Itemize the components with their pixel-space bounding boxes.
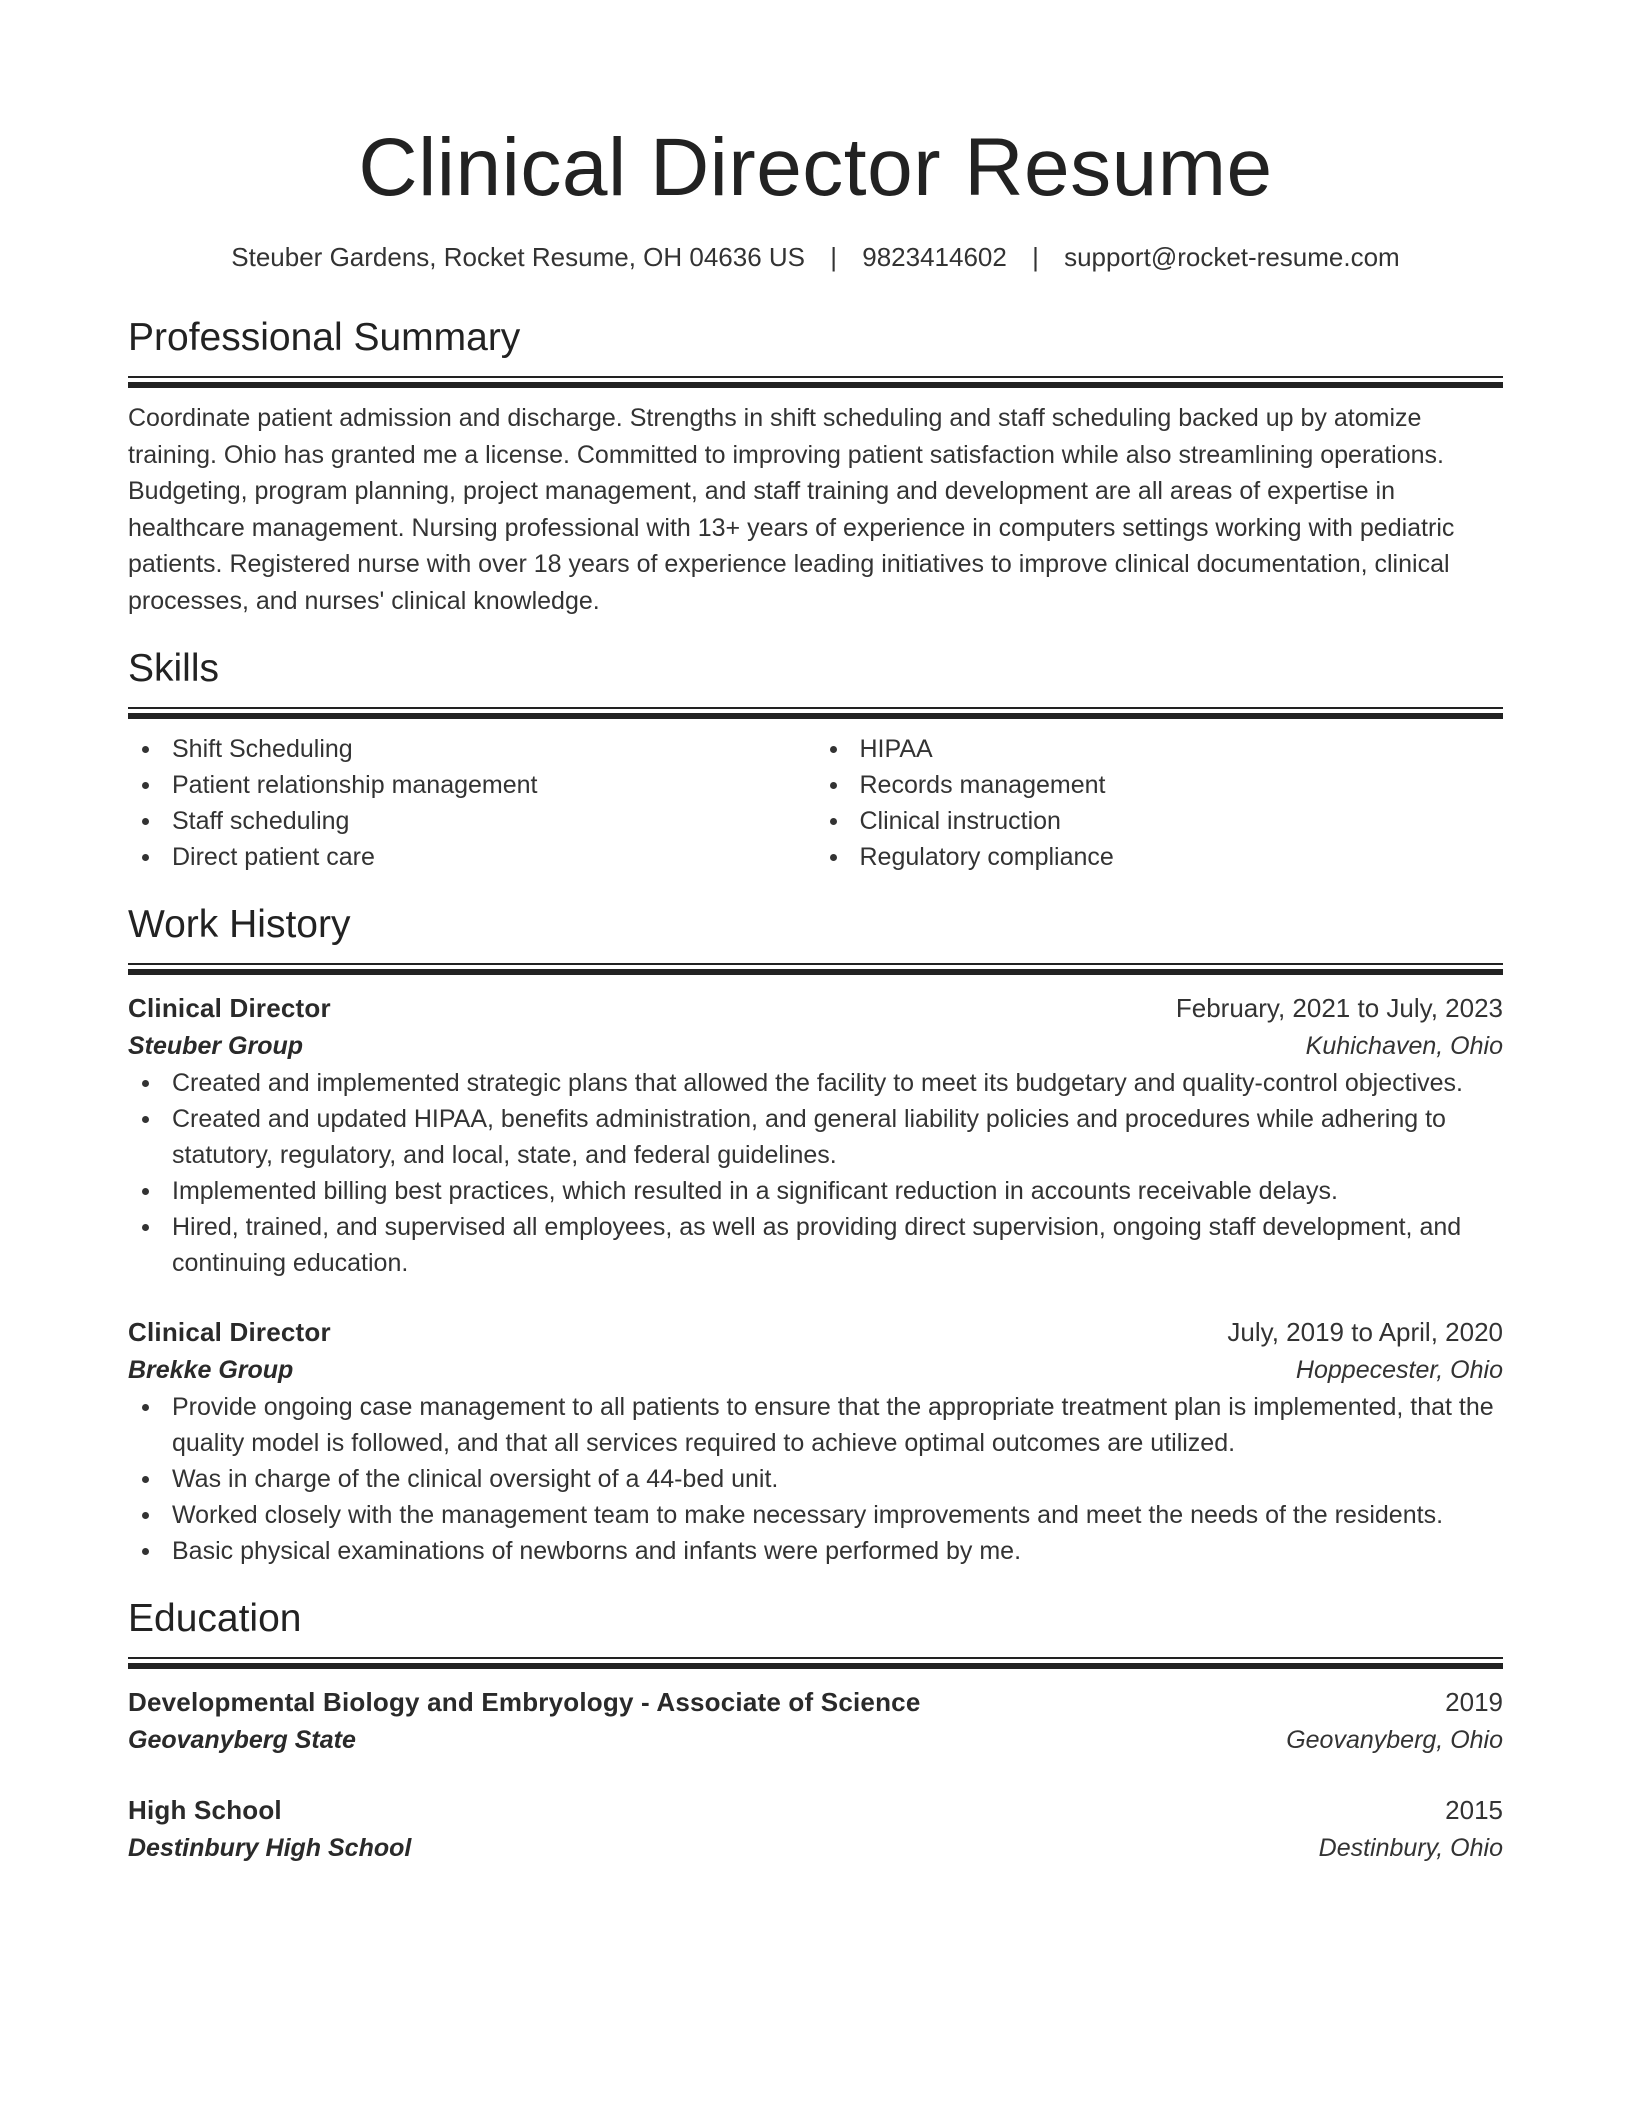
job-entry <box>128 1313 1503 1569</box>
education-year: 2019 <box>1445 1687 1503 1717</box>
skills-grid <box>128 731 1503 875</box>
education-degree: Developmental Biology and Embryology - Associate of Science <box>128 1687 921 1717</box>
education-school-row <box>128 1721 1503 1759</box>
job-dates: February, 2021 to July, 2023 <box>1175 993 1503 1023</box>
skill-item: Direct patient care <box>128 839 816 875</box>
contact-email: support@rocket-resume.com <box>1064 242 1400 272</box>
education-year: 2015 <box>1445 1795 1503 1825</box>
skill-item: Records management <box>816 767 1504 803</box>
job-bullet: Created and updated HIPAA, benefits administration, and general liability policies and procedures while adhering to statutory, regulatory, and local, state, and federal guidelines. <box>128 1101 1503 1173</box>
job-header-row <box>128 1313 1503 1351</box>
contact-line <box>128 240 1503 274</box>
section-divider <box>128 963 1503 973</box>
skill-item: Staff scheduling <box>128 803 816 839</box>
job-title: Clinical Director <box>128 993 331 1023</box>
job-bullet: Implemented billing best practices, which resulted in a significant reduction in accounts receivable delays. <box>128 1173 1503 1209</box>
job-bullet: Created and implemented strategic plans that allowed the facility to meet its budgetary and quality-control objectives. <box>128 1065 1503 1101</box>
section-divider <box>128 707 1503 717</box>
skills-column-left <box>128 731 816 875</box>
job-title: Clinical Director <box>128 1317 331 1347</box>
education-school: Destinbury High School <box>128 1834 412 1862</box>
section-divider <box>128 376 1503 386</box>
contact-address: Steuber Gardens, Rocket Resume, OH 04636 US <box>231 242 806 272</box>
skill-item: HIPAA <box>816 731 1504 767</box>
section-divider <box>128 1657 1503 1667</box>
job-company: Brekke Group <box>128 1356 294 1384</box>
job-bullet: Provide ongoing case management to all patients to ensure that the appropriate treatment plan is implemented, that the quality model is followed, and that all services required to achieve optimal outcomes are utilized. <box>128 1389 1503 1461</box>
contact-phone: 9823414602 <box>862 242 1007 272</box>
skills-column-right <box>816 731 1504 875</box>
skills-section <box>128 645 1503 875</box>
skills-list-left <box>128 731 816 875</box>
education-header-row <box>128 1791 1503 1829</box>
section-heading-work: Work History <box>128 903 351 946</box>
job-bullet-list <box>128 1389 1503 1569</box>
job-company-row <box>128 1351 1503 1389</box>
section-heading-education: Education <box>128 1597 302 1640</box>
section-heading-summary: Professional Summary <box>128 316 521 359</box>
education-header-row <box>128 1683 1503 1721</box>
skills-list-right <box>816 731 1504 875</box>
skill-item: Clinical instruction <box>816 803 1504 839</box>
education-school: Geovanyberg State <box>128 1726 356 1754</box>
job-bullet: Was in charge of the clinical oversight of a 44-bed unit. <box>128 1461 1503 1497</box>
job-header-row <box>128 989 1503 1027</box>
job-location: Hoppecester, Ohio <box>1295 1356 1503 1384</box>
education-entry <box>128 1791 1503 1867</box>
education-section <box>128 1595 1503 1867</box>
section-heading-skills: Skills <box>128 647 220 690</box>
job-dates: July, 2019 to April, 2020 <box>1227 1317 1503 1347</box>
education-school-row <box>128 1829 1503 1867</box>
job-entry <box>128 989 1503 1281</box>
education-entry <box>128 1683 1503 1759</box>
skill-item: Regulatory compliance <box>816 839 1504 875</box>
skill-item: Shift Scheduling <box>128 731 816 767</box>
resume-title: Clinical Director Resume <box>358 122 1273 213</box>
education-location: Destinbury, Ohio <box>1318 1834 1503 1862</box>
job-bullet-list <box>128 1065 1503 1281</box>
skill-item: Patient relationship management <box>128 767 816 803</box>
contact-separator: | <box>1032 242 1039 272</box>
contact-separator: | <box>830 242 838 272</box>
job-bullet: Worked closely with the management team to make necessary improvements and meet the needs of the residents. <box>128 1497 1503 1533</box>
job-bullet: Basic physical examinations of newborns and infants were performed by me. <box>128 1533 1503 1569</box>
work-history-section <box>128 901 1503 1569</box>
job-company-row <box>128 1027 1503 1065</box>
education-location: Geovanyberg, Ohio <box>1286 1726 1503 1754</box>
job-company: Steuber Group <box>128 1032 304 1060</box>
education-degree: High School <box>128 1795 282 1825</box>
job-bullet: Hired, trained, and supervised all employees, as well as providing direct supervision, ongoing staff development, and continuing education. <box>128 1209 1503 1281</box>
summary-section <box>128 314 1503 619</box>
summary-text: Coordinate patient admission and discharge. Strengths in shift scheduling and staff scheduling backed up by atomize training. Ohio has granted me a license. Committed to improving patient satisfaction while also streamlining operations. Budgeting, program planning, project management, and staff training and development are all areas of expertise in healthcare management. Nursing professional with 13+ years of experience in computers settings working with pediatric patients. Registered nurse with over 18 years of experience leading initiatives to improve clinical documentation, clinical processes, and nurses' clinical knowledge. <box>128 404 1455 615</box>
job-location: Kuhichaven, Ohio <box>1305 1032 1503 1060</box>
